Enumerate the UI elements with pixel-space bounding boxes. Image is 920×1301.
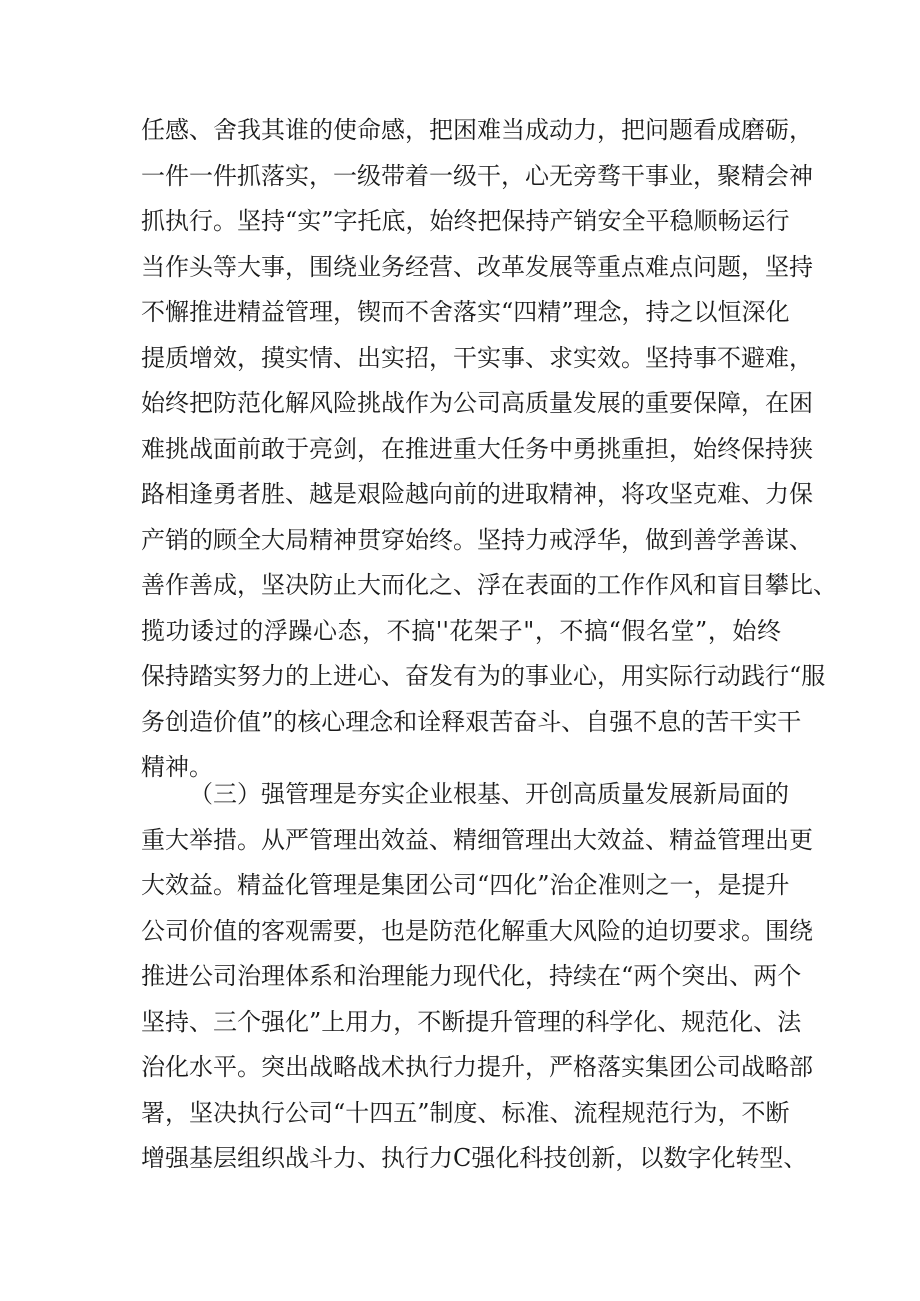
paragraph-line: 揽功诿过的浮躁心态，不搞''花架子"，不搞“假名堂”，始终 xyxy=(141,616,781,645)
paragraph-line: 坚持、三个强化”上用力，不断提升管理的科学化、规范化、法 xyxy=(141,1007,802,1036)
paragraph-line: 重大举措。从严管理出效益、精细管理出大效益、精益管理出更 xyxy=(141,825,813,854)
paragraph-line: 推进公司治理体系和治理能力现代化，持续在“两个突出、两个 xyxy=(141,962,802,990)
paragraph-line: 善作善成，坚决防止大而化之、浮在表面的工作作风和盲目攀比、 xyxy=(141,571,837,599)
paragraph-line: 一件一件抓落实，一级带着一级干，心无旁骛干事业，聚精会神 xyxy=(141,161,813,190)
paragraph-line: 保持踏实努力的上进心、奋发有为的事业心，用实际行动践行“服 xyxy=(141,662,826,690)
paragraph-2 xyxy=(141,772,813,1182)
paragraph-line: 任感、舍我其谁的使命感，把困难当成动力，把问题看成磨砺， xyxy=(141,116,813,144)
paragraph-line: 精神。 xyxy=(141,753,213,781)
paragraph-line: 治化水平。突出战略战术执行力提升，严格落实集团公司战略部 xyxy=(141,1053,813,1081)
paragraph-line: 署，坚决执行公司“十四五”制度、标准、流程规范行为，不断 xyxy=(141,1098,790,1127)
paragraph-line: 大效益。精益化管理是集团公司“四化”治企准则之一，是提升 xyxy=(141,871,790,899)
paragraph-line: 提质增效，摸实情、出实招，干实事、求实效。坚持事不避难， xyxy=(141,343,813,372)
section-heading-line: （三）强管理是夯实企业根基、开创高质量发展新局面的 xyxy=(189,780,789,808)
paragraph-line: 产销的顾全大局精神贯穿始终。坚持力戒浮华，做到善学善谋、 xyxy=(141,525,813,554)
paragraph-line: 务创造价值”的核心理念和诠释艰苦奋斗、自强不息的苦干实干 xyxy=(141,707,802,736)
paragraph-line: 增强基层组织战斗力、执行力C强化科技创新，以数字化转型、 xyxy=(141,1144,808,1172)
paragraph-line: 始终把防范化解风险挑战作为公司高质量发展的重要保障，在困 xyxy=(141,389,813,417)
paragraph-1 xyxy=(141,108,837,791)
paragraph-line: 当作头等大事，围绕业务经营、改革发展等重点难点问题，坚持 xyxy=(141,252,813,281)
paragraph-line: 公司价值的客观需要，也是防范化解重大风险的迫切要求。围绕 xyxy=(141,916,813,945)
paragraph-line: 路相逢勇者胜、越是艰险越向前的进取精神，将攻坚克难、力保 xyxy=(141,480,813,508)
paragraph-line: 难挑战面前敢于亮剑，在推进重大任务中勇挑重担，始终保持狭 xyxy=(141,434,813,463)
paragraph-line: 不懈推进精益管理，锲而不舍落实“四精”理念，持之以恒深化 xyxy=(141,298,790,326)
paragraph-line: 抓执行。坚持“实”字托底，始终把保持产销安全平稳顺畅运行 xyxy=(141,207,790,235)
